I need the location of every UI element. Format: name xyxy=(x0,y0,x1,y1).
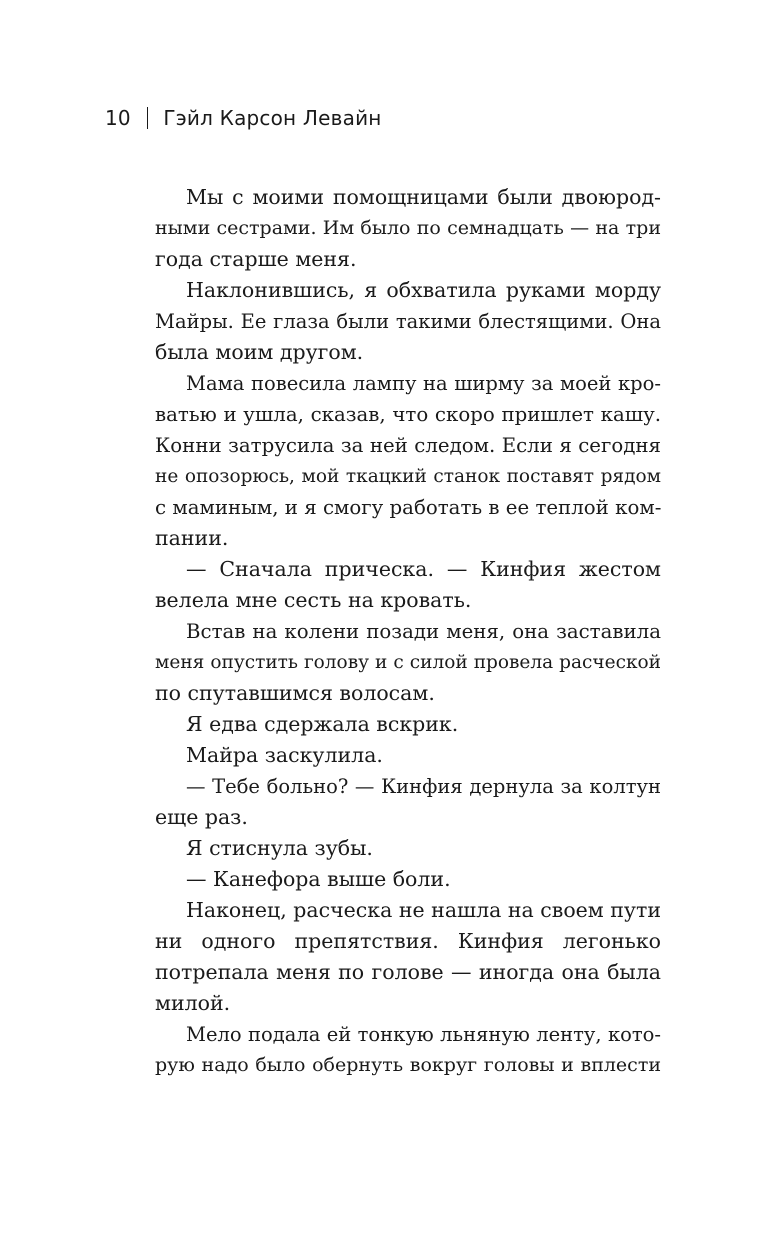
text-line: ни одного препятствия. Кинфия легонько xyxy=(155,929,661,953)
paragraph xyxy=(155,368,661,554)
text-line: Мама повесила лампу на ширму за моей кро- xyxy=(186,372,661,395)
text-line: Мело подала ей тонкую льняную ленту, кото- xyxy=(186,1023,661,1046)
text-line: ватью и ушла, сказав, что скоро пришлет кашу. xyxy=(155,403,661,426)
text-line: Конни затрусила за ней следом. Если я сегодня xyxy=(155,434,661,457)
paragraph xyxy=(155,554,661,616)
text-line: меня опустить голову и с силой провела расческой xyxy=(155,652,661,673)
text-line: велела мне сесть на кровать. xyxy=(155,588,472,612)
text-line: Я едва сдержала вскрик. xyxy=(186,712,459,736)
paragraph xyxy=(155,616,661,709)
paragraph xyxy=(155,275,661,368)
text-line: — Канефора выше боли. xyxy=(186,867,451,891)
text-body xyxy=(155,182,661,1081)
paragraph xyxy=(155,740,661,771)
text-line: Майра заскулила. xyxy=(186,743,383,767)
paragraph xyxy=(155,771,661,833)
running-head xyxy=(105,103,382,133)
text-line: ными сестрами. Им было по семнадцать — на три xyxy=(155,217,661,239)
text-line: по спутавшимся волосам. xyxy=(155,681,435,705)
paragraph xyxy=(155,1019,661,1081)
paragraph xyxy=(155,864,661,895)
paragraph xyxy=(155,895,661,1019)
text-line: потрепала меня по голове — иногда она была xyxy=(155,960,661,984)
text-line: — Сначала прическа. — Кинфия жестом xyxy=(186,557,661,581)
text-line: Наконец, расческа не нашла на своем пути xyxy=(186,898,661,922)
text-line: — Тебе больно? — Кинфия дернула за колтун xyxy=(186,775,661,798)
text-line: не опозорюсь, мой ткацкий станок поставят рядом xyxy=(155,466,661,487)
text-line: Встав на колени позади меня, она заставила xyxy=(186,620,661,643)
header-separator xyxy=(147,107,149,129)
page-number: 10 xyxy=(105,106,131,130)
paragraph xyxy=(155,182,661,275)
text-line: пании. xyxy=(155,526,229,550)
text-line: еще раз. xyxy=(155,805,248,829)
paragraph xyxy=(155,709,661,740)
paragraph xyxy=(155,833,661,864)
author-name: Гэйл Карсон Левайн xyxy=(163,106,382,130)
text-line: Майры. Ее глаза были такими блестящими. Она xyxy=(155,310,661,333)
text-line: Мы с моими помощницами были двоюрод- xyxy=(186,185,661,209)
text-line: рую надо было обернуть вокруг головы и вплести xyxy=(155,1054,661,1076)
text-line: милой. xyxy=(155,991,231,1015)
text-line: с маминым, и я смогу работать в ее теплой ком- xyxy=(155,496,662,519)
text-line: Я стиснула зубы. xyxy=(186,836,373,860)
text-line: года старше меня. xyxy=(155,247,357,271)
text-line: Наклонившись, я обхватила руками морду xyxy=(186,278,661,302)
text-line: была моим другом. xyxy=(155,340,364,364)
